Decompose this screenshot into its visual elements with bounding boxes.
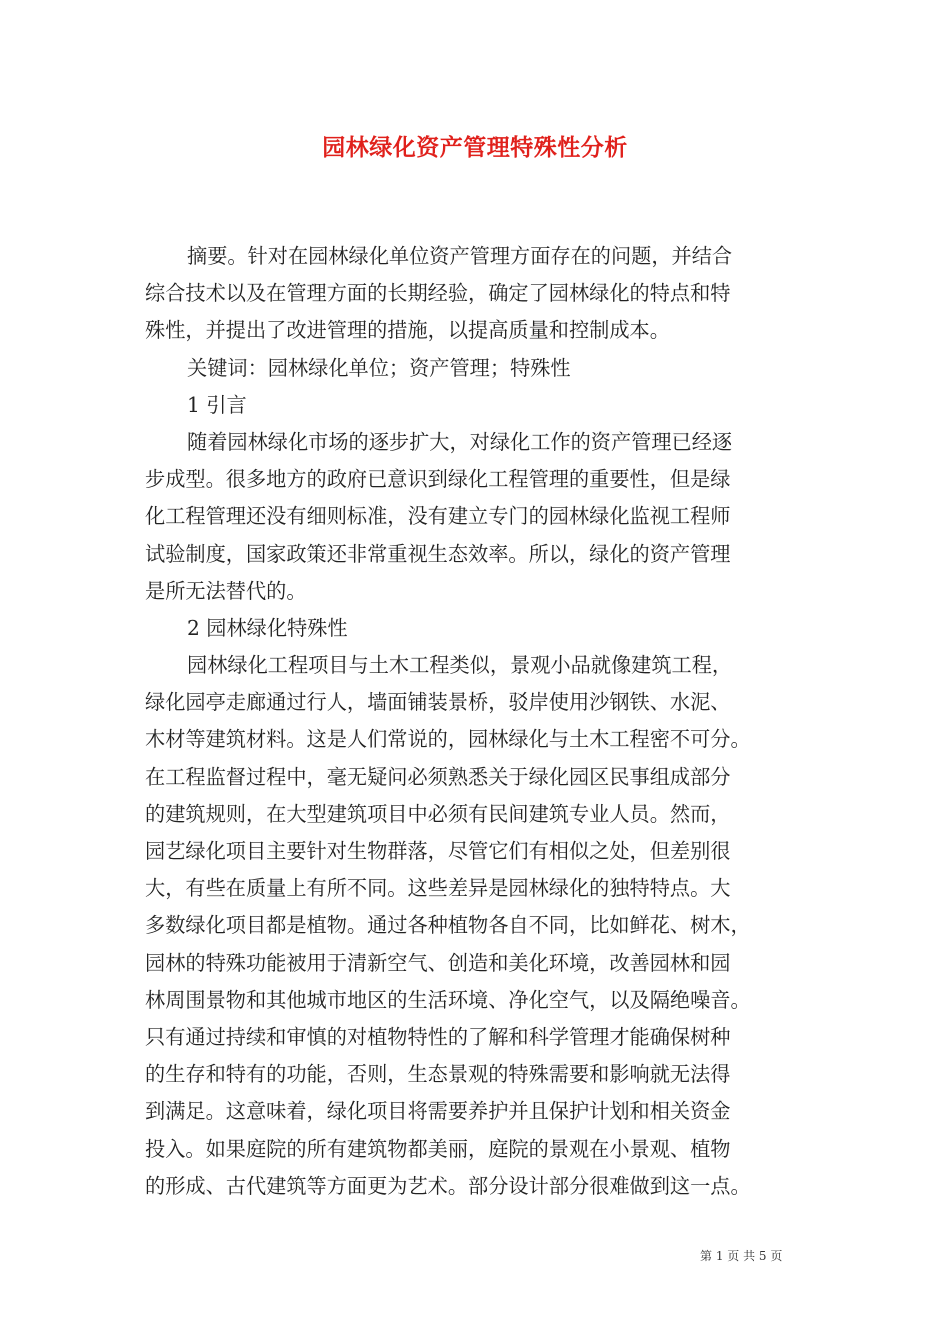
text-line: 多数绿化项目都是植物。通过各种植物各自不同，比如鲜花、树木， (145, 913, 751, 938)
text-line: 摘要。针对在园林绿化单位资产管理方面存在的问题，并结合 (187, 244, 733, 268)
text-line: 1 引言 (187, 392, 247, 417)
text-line: 试验制度，国家政策还非常重视生态效率。所以，绿化的资产管理 (145, 541, 731, 566)
text-line: 2 园林绿化特殊性 (187, 615, 348, 640)
text-line: 林周围景物和其他城市地区的生活环境、净化空气，以及隔绝噪音。 (145, 987, 751, 1012)
text-line: 随着园林绿化市场的逐步扩大，对绿化工作的资产管理已经逐 (187, 429, 733, 454)
text-line: 在工程监督过程中，毫无疑问必须熟悉关于绿化园区民事组成部分 (145, 764, 731, 789)
text-line: 综合技术以及在管理方面的长期经验，确定了园林绿化的特点和特 (145, 281, 731, 306)
text-line: 殊性，并提出了改进管理的措施，以提高质量和控制成本。 (145, 318, 670, 343)
text-line: 化工程管理还没有细则标准，没有建立专门的园林绿化监视工程师 (145, 504, 731, 529)
text-line: 园林的特殊功能被用于清新空气、创造和美化环境，改善园林和园 (145, 950, 731, 975)
document-body (145, 238, 815, 1205)
text-line: 的建筑规则，在大型建筑项目中必须有民间建筑专业人员。然而， (145, 801, 731, 826)
document-title: 园林绿化资产管理特殊性分析 (322, 134, 628, 161)
text-line: 园艺绿化项目主要针对生物群落，尽管它们有相似之处，但差别很 (145, 839, 731, 863)
text-line: 到满足。这意味着，绿化项目将需要养护并且保护计划和相关资金 (145, 1099, 731, 1124)
text-line: 步成型。很多地方的政府已意识到绿化工程管理的重要性，但是绿 (145, 467, 731, 492)
text-line: 绿化园亭走廊通过行人，墙面铺装景桥，驳岸使用沙钢铁、水泥、 (145, 690, 731, 715)
text-line: 木材等建筑材料。这是人们常说的，园林绿化与土木工程密不可分。 (145, 727, 751, 752)
text-line: 只有通过持续和审慎的对植物特性的了解和科学管理才能确保树种 (145, 1024, 731, 1049)
text-line: 的生存和特有的功能，否则，生态景观的特殊需要和影响就无法得 (145, 1062, 731, 1087)
page-number-footer: 第 1 页 共 5 页 (700, 1249, 783, 1263)
text-line: 的形成、古代建筑等方面更为艺术。部分设计部分很难做到这一点。 (145, 1173, 751, 1198)
text-line: 园林绿化工程项目与土木工程类似，景观小品就像建筑工程， (187, 653, 733, 678)
text-line: 关键词：园林绿化单位；资产管理；特殊性 (187, 355, 571, 380)
text-line: 投入。如果庭院的所有建筑物都美丽，庭院的景观在小景观、植物 (145, 1136, 731, 1161)
text-line: 是所无法替代的。 (145, 578, 307, 603)
text-line: 大，有些在质量上有所不同。这些差异是园林绿化的独特特点。大 (145, 876, 731, 901)
